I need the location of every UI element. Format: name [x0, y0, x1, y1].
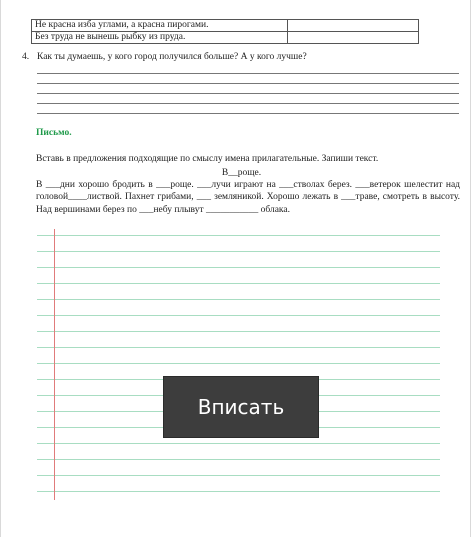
answer-line	[37, 103, 459, 104]
proverb-cell: Без труда не вынешь рыбку из пруда.	[32, 32, 288, 44]
answer-line	[37, 93, 459, 94]
text-title-label: В__роще.	[221, 168, 262, 178]
notebook-margin-line	[54, 229, 55, 500]
task-instruction: Вставь в предложения подходящие по смыслу имена прилагательные. Запиши текст.	[36, 154, 379, 164]
section-title: Письмо.	[36, 128, 72, 138]
notebook-rule	[37, 283, 440, 284]
question-4	[22, 52, 307, 62]
notebook-rule	[37, 251, 440, 252]
notebook-rule	[37, 267, 440, 268]
proverb-table	[31, 19, 419, 44]
answer-line	[37, 113, 459, 114]
proverb-cell: Не красна изба углами, а красна пирогами.	[32, 20, 288, 32]
write-in-button-label: Вписать	[197, 395, 285, 419]
notebook-area[interactable]	[37, 229, 440, 500]
text-body: В ___дни хорошо бродить в ___роще. ___лучи играют на ___стволах берез. ___ветерок шелестит над головой____листвой. Пахнет грибами, ___ земляникой. Хорошо лежать в ___траве, смотреть в высоту. Над вершинами берез по ___небу плывут ___________ облака.	[36, 180, 460, 215]
answer-cell	[288, 32, 419, 44]
notebook-rule	[37, 491, 440, 492]
answer-cell	[288, 20, 419, 32]
notebook-rule	[37, 363, 440, 364]
write-in-button[interactable]	[163, 376, 319, 438]
answer-line	[37, 73, 459, 74]
answer-line	[37, 83, 459, 84]
notebook-rule	[37, 299, 440, 300]
question-number: 4.	[22, 52, 30, 62]
notebook-rule	[37, 235, 440, 236]
question-text: Как ты думаешь, у кого город получился больше? А у кого лучше?	[37, 52, 307, 62]
table-row	[32, 32, 419, 44]
table-row	[32, 20, 419, 32]
text-title	[1, 168, 471, 178]
notebook-rule	[37, 347, 440, 348]
notebook-rule	[37, 331, 440, 332]
notebook-rule	[37, 459, 440, 460]
notebook-rule	[37, 475, 440, 476]
notebook-rule	[37, 443, 440, 444]
notebook-rule	[37, 315, 440, 316]
